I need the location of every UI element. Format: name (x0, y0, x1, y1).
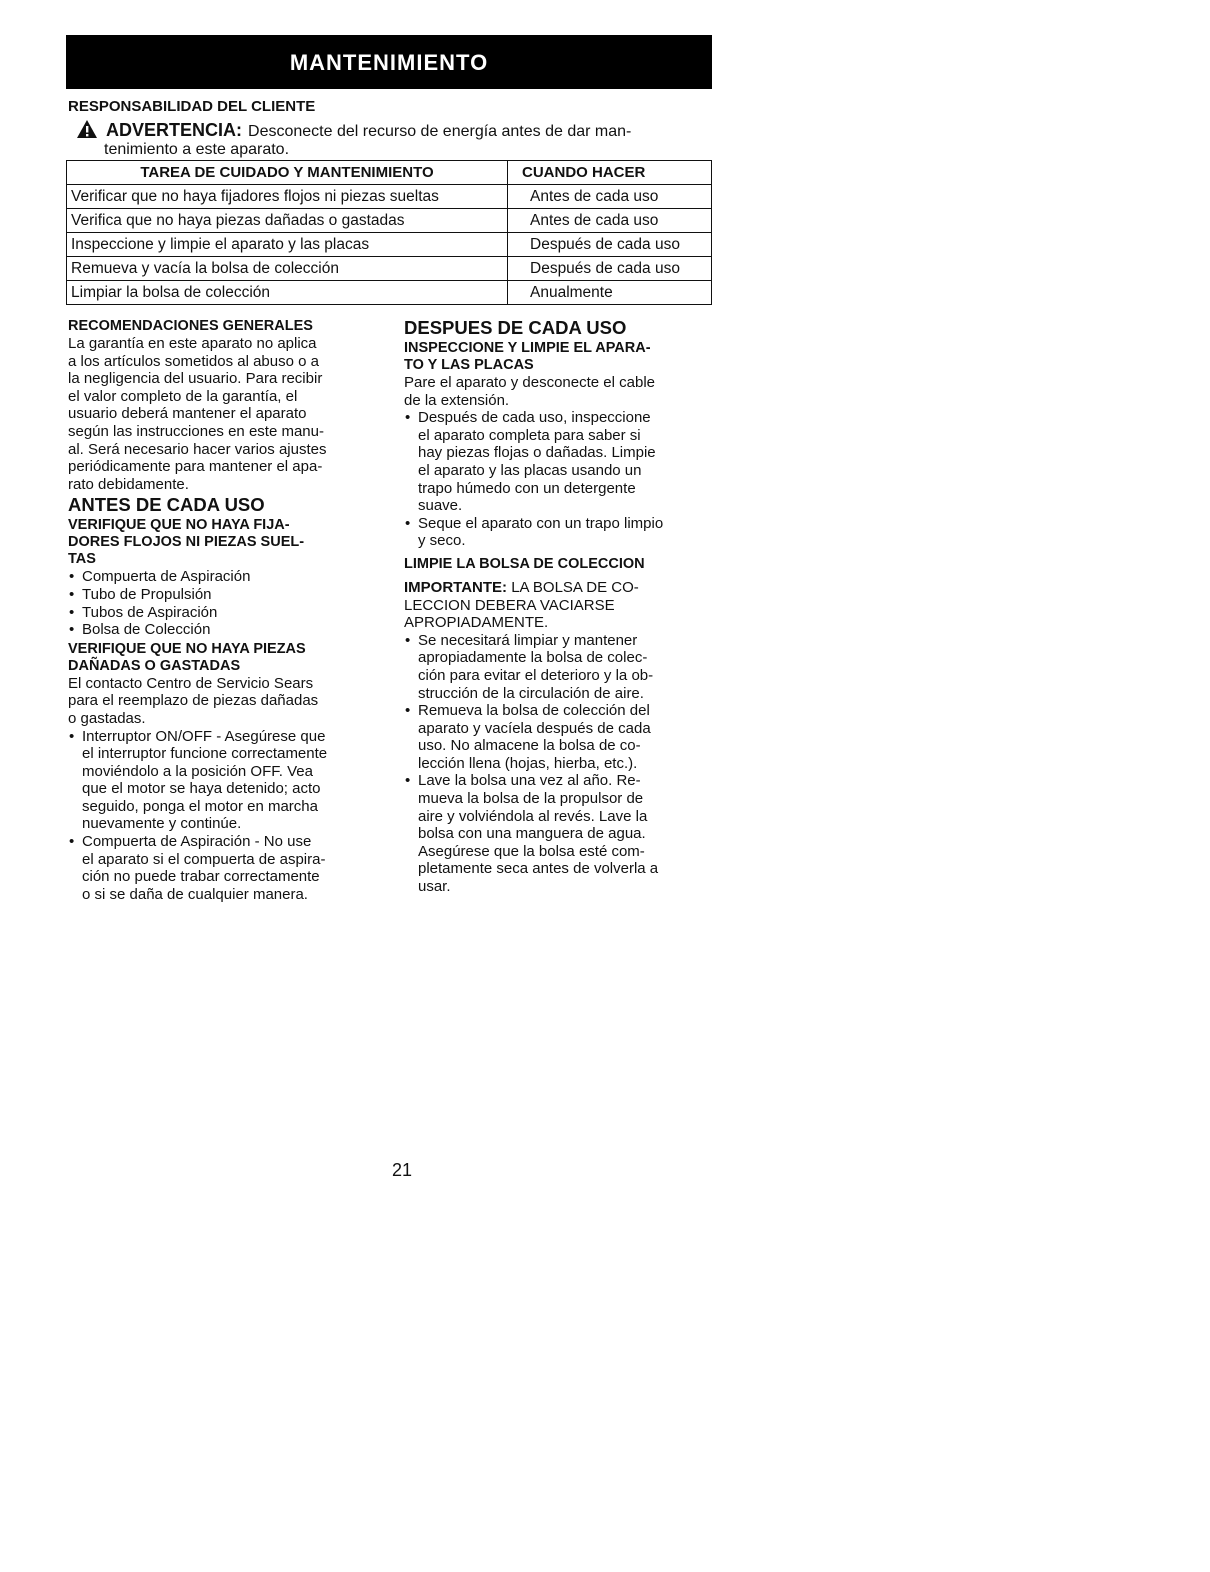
text-line: periódicamente para mantener el apa- (68, 458, 323, 476)
text-line: LECCION DEBERA VACIARSE (404, 596, 615, 614)
important-text: LA BOLSA DE CO- (511, 578, 639, 596)
list-item (404, 772, 716, 895)
text-line: strucción de la circulación de aire. (418, 684, 644, 702)
heading-line: TO Y LAS PLACAS (404, 357, 534, 373)
text-line: ción no puede trabar correctamente (82, 868, 320, 886)
important-first-line (404, 579, 716, 597)
table-cell-task: Remueva y vacía la bolsa de colección (67, 257, 508, 281)
text-line: Pare el aparato y desconecte el cable (404, 374, 655, 391)
text-line: el aparato si el compuerta de aspira- (82, 850, 326, 868)
text-line: o si se daña de cualquier manera. (82, 885, 308, 903)
text-line: moviéndolo a la posición OFF. Vea (82, 762, 313, 780)
text-line: • Después de cada uso, inspeccione (418, 409, 651, 427)
text-line: lección llena (hojas, hierba, etc.). (418, 754, 638, 772)
text-line: al. Será necesario hacer varios ajustes (68, 440, 327, 458)
maintenance-table (66, 160, 712, 305)
table-cell-task: Verifica que no haya piezas dañadas o gastadas (67, 209, 508, 233)
text-line: el valor completo de la garantía, el (68, 387, 298, 405)
text-line: el aparato completa para saber si (418, 426, 641, 444)
heading-line: DORES FLOJOS NI PIEZAS SUEL- (68, 534, 305, 551)
table-cell-when: Después de cada uso (508, 257, 712, 281)
table-row (67, 281, 712, 305)
after-each-use-heading: DESPUES DE CADA USO (404, 317, 627, 338)
table-cell-when: Después de cada uso (508, 233, 712, 257)
list-item (68, 833, 384, 903)
heading-line: INSPECCIONE Y LIMPIE EL APARA- (404, 340, 651, 356)
heading-line: VERIFIQUE QUE NO HAYA FIJA- (68, 517, 290, 534)
text-line: usuario deberá mantener el aparato (68, 405, 307, 423)
text-line: de la extensión. (404, 391, 510, 409)
text-line: suave. (418, 497, 463, 515)
heading-line: TAS (68, 551, 96, 568)
clean-bag-list (404, 632, 716, 896)
text-line: apropiadamente la bolsa de colec- (418, 649, 648, 667)
header-when: CUANDO HACER (508, 161, 712, 185)
inspect-clean-list (404, 409, 716, 550)
damaged-parts-intro (68, 675, 384, 728)
loose-parts-list (68, 568, 384, 638)
left-column (68, 318, 384, 903)
header-task: TAREA DE CUIDADO Y MANTENIMIENTO (67, 161, 508, 185)
general-recommendations-heading: RECOMENDACIONES GENERALES (68, 318, 313, 334)
table-cell-when: Antes de cada uso (508, 185, 712, 209)
text-line: pletamente seca antes de volverla a (418, 860, 659, 878)
list-item (404, 702, 716, 772)
list-item (404, 409, 716, 515)
list-item: • Tubos de Aspiración (68, 604, 384, 622)
text-line: La garantía en este aparato no aplica (68, 335, 317, 352)
text-line: Asegúrese que la bolsa esté com- (418, 842, 645, 860)
table-row (67, 209, 712, 233)
text-line: APROPIADAMENTE. (404, 614, 549, 632)
text-line: bolsa con una manguera de agua. (418, 825, 646, 843)
page-number: 21 (392, 1160, 413, 1180)
heading-line: DAÑADAS O GASTADAS (68, 657, 241, 674)
important-label: IMPORTANTE: (404, 578, 508, 596)
table-cell-task: Limpiar la bolsa de colección (67, 281, 508, 305)
text-line: a los artículos sometidos al abuso o a (68, 352, 319, 370)
table-cell-task: Inspeccione y limpie el aparato y las placas (67, 233, 508, 257)
text-line: hay piezas flojas o dañadas. Limpie (418, 444, 656, 462)
text-line: o gastadas. (68, 709, 146, 727)
text-line: nuevamente y continúe. (82, 815, 242, 833)
text-line: trapo húmedo con un detergente (418, 479, 636, 497)
table-cell-when: Anualmente (508, 281, 712, 305)
text-line: rato debidamente. (68, 475, 189, 493)
list-item: • Bolsa de Colección (68, 621, 384, 639)
inspect-clean-heading (404, 340, 716, 374)
responsibility-heading: RESPONSABILIDAD DEL CLIENTE (68, 98, 316, 115)
text-line: • Lave la bolsa una vez al año. Re- (418, 772, 641, 790)
table-row (67, 257, 712, 281)
general-recommendations-text (68, 335, 384, 493)
list-item: • Tubo de Propulsión (68, 586, 384, 604)
table-row (67, 185, 712, 209)
loose-parts-heading (68, 517, 384, 568)
text-line: • Se necesitará limpiar y mantener (418, 631, 638, 649)
text-line: el interruptor funcione correctamente (82, 745, 328, 763)
list-item (404, 515, 716, 550)
text-line: ción para evitar el deterioro y la ob- (418, 666, 654, 684)
list-item (68, 728, 384, 834)
warning-triangle-icon (76, 119, 98, 139)
heading-line: VERIFIQUE QUE NO HAYA PIEZAS (68, 640, 306, 657)
text-line: • Interruptor ON/OFF - Asegúrese que (82, 727, 326, 745)
text-line: • Remueva la bolsa de colección del (418, 702, 650, 720)
warning-text-line1: Desconecte del recurso de energía antes de dar man- (248, 123, 632, 140)
text-line: que el motor se haya detenido; acto (82, 780, 321, 798)
list-item: • Compuerta de Aspiración (68, 568, 384, 586)
table-cell-task: Verificar que no haya fijadores flojos ni piezas sueltas (67, 185, 508, 209)
before-each-use-heading: ANTES DE CADA USO (68, 494, 265, 516)
damaged-parts-list (68, 728, 384, 904)
important-note (404, 579, 716, 632)
text-line: • Seque el aparato con un trapo limpio (418, 514, 664, 532)
text-line: uso. No almacene la bolsa de co- (418, 737, 641, 755)
clean-bag-heading: LIMPIE LA BOLSA DE COLECCION (404, 555, 645, 572)
text-line: mueva la bolsa de la propulsor de (418, 790, 644, 808)
text-line: El contacto Centro de Servicio Sears (68, 674, 314, 692)
inspect-clean-intro (404, 374, 716, 409)
text-line: aparato y vacíela después de cada (418, 719, 651, 737)
text-line: el aparato y las placas usando un (418, 461, 642, 479)
warning-label: ADVERTENCIA: (106, 120, 243, 140)
damaged-parts-heading (68, 641, 384, 675)
list-item (404, 632, 716, 702)
text-line: para el reemplazo de piezas dañadas (68, 692, 319, 710)
text-line: según las instrucciones en este manu- (68, 422, 324, 440)
warning-text-line2: tenimiento a este aparato. (104, 141, 290, 158)
section-banner: MANTENIMIENTO (66, 35, 712, 89)
text-line: • Compuerta de Aspiración - No use (82, 833, 312, 851)
table-row (67, 233, 712, 257)
text-line: aire y volviéndola al revés. Lave la (418, 807, 648, 825)
text-line: la negligencia del usuario. Para recibir (68, 370, 323, 388)
text-line: seguido, ponga el motor en marcha (82, 797, 318, 815)
warning-block (76, 119, 712, 159)
text-line: usar. (418, 878, 451, 896)
right-column (404, 318, 716, 896)
text-line: y seco. (418, 532, 466, 550)
table-header-row (67, 161, 712, 185)
table-cell-when: Antes de cada uso (508, 209, 712, 233)
